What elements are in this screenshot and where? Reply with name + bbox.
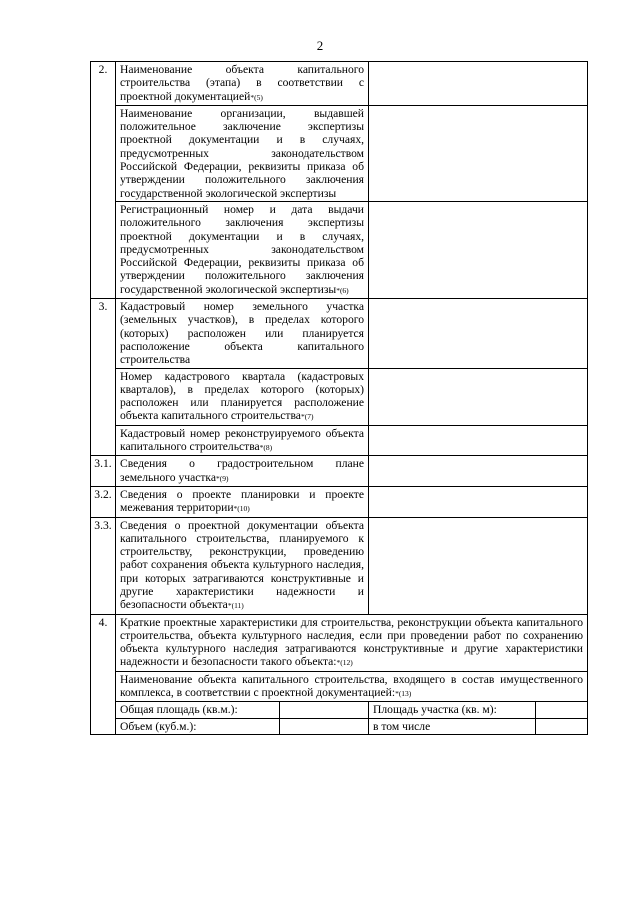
- registration-number-value[interactable]: [369, 201, 588, 298]
- table-row: [91, 299, 588, 368]
- row-number: 3.: [91, 299, 116, 456]
- footnote-ref: *(9): [216, 473, 229, 483]
- including-label: в том числе: [369, 718, 536, 734]
- table-row: [91, 486, 588, 517]
- cadastral-quarter-value[interactable]: [369, 368, 588, 425]
- cadastral-quarter-label: Номер кадастрового квартала (кадастровых кварталов), в пределах которого (которых) расположен или планируется расположение объекта капитального строительства*(7): [116, 368, 369, 425]
- reconstructed-object-label: Кадастровый номер реконструируемого объекта капитального строительства*(8): [116, 425, 369, 456]
- table-row: [91, 201, 588, 298]
- expertise-org-value[interactable]: [369, 105, 588, 201]
- total-area-value[interactable]: [280, 702, 369, 718]
- footnote-ref: *(7): [300, 412, 314, 422]
- table-row: [91, 718, 588, 734]
- table-row: [91, 62, 588, 106]
- plot-area-label: Площадь участка (кв. м):: [369, 702, 536, 718]
- project-docs-label: Сведения о проектной документации объекта капитального строительства, планируемого к строительству, реконструкции, проведению работ сохранения объекта культурного наследия, при которых затрагиваются конструктивные и другие характеристики надежности и безопасности объекта*(11): [116, 517, 369, 614]
- footnote-ref: *(10): [233, 504, 250, 514]
- reconstructed-object-value[interactable]: [369, 425, 588, 456]
- cadastral-number-label: Кадастровый номер земельного участка (земельных участков), в пределах которого (которых) расположен или планируется расположение объекта капитального строительства: [116, 299, 369, 368]
- table-row: [91, 425, 588, 456]
- volume-label: Объем (куб.м.):: [116, 718, 280, 734]
- footnote-ref: *(12): [336, 658, 353, 668]
- table-row: [91, 702, 588, 718]
- object-name-label: Наименование объекта капитального строительства (этапа) в соответствии с проектной документацией*(5): [116, 62, 369, 106]
- table-row: [91, 517, 588, 614]
- planning-project-label: Сведения о проекте планировки и проекте межевания территории*(10): [116, 486, 369, 517]
- project-docs-value[interactable]: [369, 517, 588, 614]
- including-value[interactable]: [536, 718, 588, 734]
- table-row: [91, 105, 588, 201]
- table-row: [91, 614, 588, 671]
- application-form-table: [90, 61, 588, 735]
- registration-number-label: Регистрационный номер и дата выдачи положительного заключения экспертизы проектной документации и в случаях, предусмотренных законодательством Российской Федерации, реквизиты приказа об утверждении положительного заключения государственной экологической экспертизы*(6): [116, 201, 369, 298]
- urban-plan-value[interactable]: [369, 456, 588, 487]
- planning-project-value[interactable]: [369, 486, 588, 517]
- expertise-org-label: Наименование организации, выдавшей положительное заключение экспертизы проектной документации и в случаях, предусмотренных законодательством Российской Федерации, реквизиты приказа об утверждении положительного заключения государственной экологической экспертизы: [116, 105, 369, 201]
- table-row: [91, 368, 588, 425]
- project-characteristics-label: Краткие проектные характеристики для строительства, реконструкции объекта капитального строительства, объекта культурного наследия, если при проведении работ по сохранению объекта культурного наследия затрагиваются конструктивные и другие характеристики надежности и безопасности такого объекта:*(12): [116, 614, 588, 671]
- total-area-label: Общая площадь (кв.м.):: [116, 702, 280, 718]
- footnote-ref: *(11): [227, 601, 244, 611]
- table-row: [91, 671, 588, 702]
- row-number: 2.: [91, 62, 116, 299]
- page-number: 2: [316, 38, 324, 53]
- footnote-ref: *(6): [336, 285, 349, 295]
- cadastral-number-value[interactable]: [369, 299, 588, 368]
- footnote-ref: *(8): [259, 443, 273, 453]
- footnote-ref: *(5): [250, 92, 263, 102]
- urban-plan-label: Сведения о градостроительном плане земельного участка*(9): [116, 456, 369, 487]
- row-number: 3.1.: [91, 456, 116, 487]
- object-name-value[interactable]: [369, 62, 588, 106]
- row-number: 3.3.: [91, 517, 116, 614]
- table-row: [91, 456, 588, 487]
- row-number: 4.: [91, 614, 116, 734]
- footnote-ref: *(13): [395, 689, 412, 699]
- plot-area-value[interactable]: [536, 702, 588, 718]
- complex-object-name-label: Наименование объекта капитального строительства, входящего в состав имущественного комплекса, в соответствии с проектной документацией:*(13): [116, 671, 588, 702]
- volume-value[interactable]: [280, 718, 369, 734]
- row-number: 3.2.: [91, 486, 116, 517]
